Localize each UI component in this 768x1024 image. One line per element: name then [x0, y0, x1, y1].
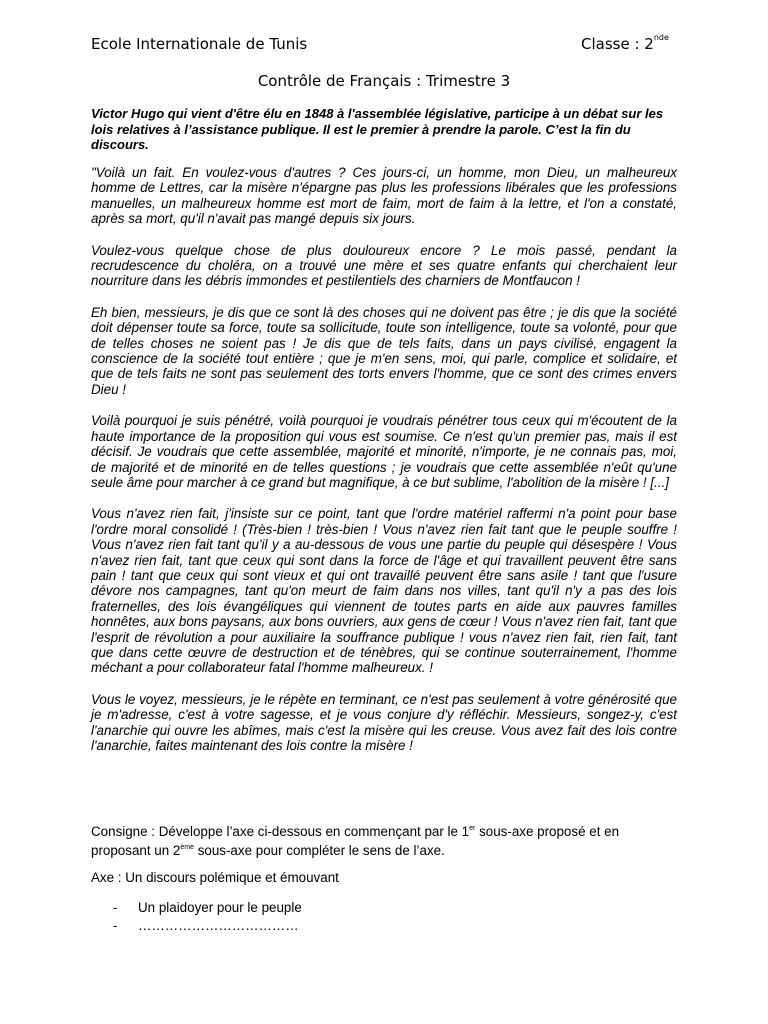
- instructions: [91, 822, 681, 860]
- axis-statement: Axe : Un discours polémique et émouvant: [91, 870, 339, 885]
- list-item-text: ………………………………: [138, 918, 299, 933]
- speech-text: [91, 165, 677, 769]
- speech-paragraph: Eh bien, messieurs, je dis que ce sont là des choses qui ne doivent pas être ; je dis que la société doit dépenser toute sa force, toute sa sollicitude, toute son intelligence, toute sa volonté, pour que de telles choses ne soient pas ! Je dis que de tels faits, dans un pays civilisé, engagent la conscience de la société tout entière ; que je m'en sens, moi, qui parle, complice et solidaire, et que de tels faits ne sont pas seulement des torts envers l'homme, que ce sont des crimes envers Dieu !: [91, 304, 677, 397]
- instructions-superscript: ème: [180, 844, 194, 851]
- page-title: Contrôle de Français : Trimestre 3: [257, 72, 511, 90]
- class-label: [581, 35, 669, 53]
- instructions-part: sous-axe proposé et en proposant un 2: [91, 824, 620, 858]
- class-superscript: nde: [653, 33, 669, 42]
- speech-paragraph: Vous le voyez, messieurs, je le répète en terminant, ce n'est pas seulement à votre générosité que je m'adresse, c'est à votre sagesse, et je vous conjure d'y réfléchir. Messieurs, songez-y, c'est l'anarchie qui ouvre les abîmes, mais c'est la misère qui les creuse. Vous avez fait des lois contre l'anarchie, faites maintenant des lois contre la misère !: [91, 691, 677, 753]
- list-item: [91, 917, 302, 935]
- instructions-part: Consigne : Développe l’axe ci-dessous en commençant par le 1: [91, 824, 470, 839]
- list-dash: -: [113, 900, 118, 915]
- intro-paragraph: Victor Hugo qui vient d'être élu en 1848 à l'assemblée législative, participe à un débat sur les lois relatives à l’assistance publique. Il est le premier à prendre la parole. C’est la fin du discours.: [91, 106, 664, 152]
- school-name: Ecole Internationale de Tunis: [91, 35, 308, 53]
- speech-paragraph: "Voilà un fait. En voulez-vous d'autres ? Ces jours-ci, un homme, mon Dieu, un malheureux homme de Lettres, car la misère n'épargne pas plus les professions libérales que les professions manuelles, un malheureux homme est mort de faim, mort de faim à la lettre, et l'on a constaté, après sa mort, qu'il n'avait pas mangé depuis six jours.: [91, 165, 677, 227]
- list-item: [91, 899, 302, 917]
- list-dash: -: [113, 918, 118, 933]
- speech-paragraph: Vous n'avez rien fait, j'insiste sur ce point, tant que l'ordre matériel raffermi n'a point pour base l'ordre moral consolidé ! (Très-bien ! très-bien ! Vous n'avez rien fait tant que le peuple souffre ! Vous n'avez rien fait tant qu'il y a au-dessous de vous une partie du peuple qui désespère ! Vous n'avez rien fait, tant que ceux qui sont dans la force de l'âge et qui travaillent peuvent être sans pain ! tant que ceux qui sont vieux et qui ont travaillé peuvent être sans asile ! tant que l'usure dévore nos campagnes, tant qu'on meurt de faim dans nos villes, tant qu'il n'y a pas des lois fraternelles, des lois évangéliques qui viennent de toutes parts en aide aux pauvres familles honnêtes, aux bons paysans, aux bons ouvriers, aux gens de cœur ! Vous n'avez rien fait, tant que l'esprit de révolution a pour auxiliaire la souffrance publique ! vous n'avez rien fait, rien fait, tant que dans cette œuvre de destruction et de ténèbres, qui se continue souterrainement, l'homme méchant a pour collaborateur fatal l'homme malheureux. !: [91, 506, 677, 676]
- speech-paragraph: Voilà pourquoi je suis pénétré, voilà pourquoi je voudrais pénétrer tous ceux qui m'écoutent de la haute importance de la proposition qui vous est soumise. Ce n'est qu'un premier pas, mais il est décisif. Je voudrais que cette assemblée, majorité et minorité, n'importe, je ne connais pas, moi, de majorité et de minorité en de telles questions ; je voudrais que cette assemblée n'eût qu'une seule âme pour marcher à ce grand but magnifique, à ce but sublime, l'abolition de la misère ! [...]: [91, 413, 677, 490]
- class-text: Classe : 2: [581, 35, 654, 53]
- speech-paragraph: Voulez-vous quelque chose de plus douloureux encore ? Le mois passé, pendant la recrudescence du choléra, on a trouvé une mère et ses quatre enfants qui cherchaient leur nourriture dans les débris immondes et pestilentiels des charniers de Montfaucon !: [91, 242, 677, 289]
- instructions-part: sous-axe pour compléter le sens de l’axe.: [193, 843, 445, 858]
- list-item-text: Un plaidoyer pour le peuple: [138, 900, 302, 915]
- sub-axis-list: [91, 899, 302, 935]
- instructions-superscript: er: [469, 825, 476, 832]
